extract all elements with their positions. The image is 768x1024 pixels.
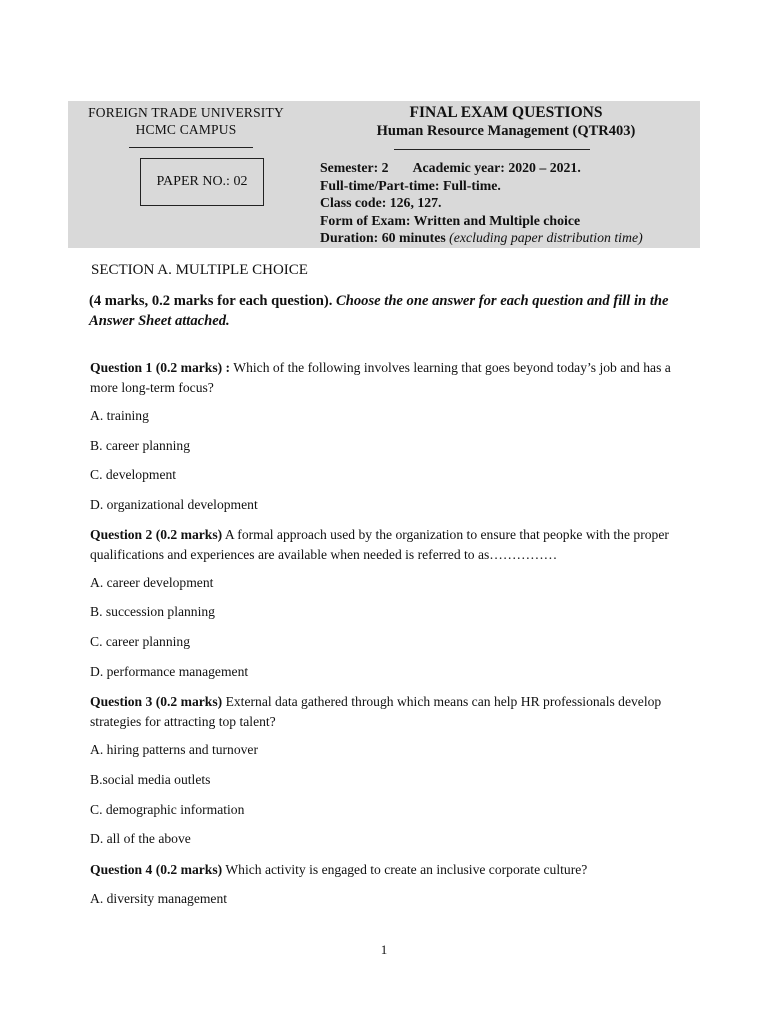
exam-form: Form of Exam: Written and Multiple choice [320, 212, 581, 228]
paper-number-box [140, 158, 264, 206]
exam-header [68, 101, 700, 248]
question-text: External data gathered through which means can help HR professionals develop strategies for attracting top talent? [90, 694, 662, 729]
academic-year: Academic year: 2020 – 2021. [412, 160, 581, 175]
paper-number: PAPER NO.: 02 [156, 174, 248, 189]
class-code: Class code: 126, 127. [320, 195, 442, 211]
university-block [68, 104, 304, 138]
exam-title: FINAL EXAM QUESTIONS [409, 104, 603, 121]
campus-name: HCMC CAMPUS [135, 122, 237, 137]
study-mode: Full-time/Part-time: Full-time. [320, 177, 501, 193]
option-3c: C. demographic information [90, 802, 245, 817]
option-2c: C. career planning [90, 634, 191, 649]
question-4 [90, 860, 690, 880]
question-text: A formal approach used by the organization to ensure that peopke with the proper qualifications and experiences are available when needed is referred to as…………… [90, 527, 669, 562]
section-title: SECTION A. MULTIPLE CHOICE [91, 262, 308, 278]
option-4a: A. diversity management [90, 891, 228, 906]
exam-meta [320, 159, 643, 247]
question-1 [90, 358, 690, 397]
option-2a: A. career development [90, 575, 214, 590]
title-underline [394, 149, 590, 150]
exam-title-block [308, 103, 704, 141]
option-1d: D. organizational development [90, 497, 258, 512]
university-underline [129, 147, 253, 148]
duration-line [320, 229, 643, 247]
question-label: Question 3 (0.2 marks) [90, 694, 223, 709]
section-marks: (4 marks, 0.2 marks for each question). [89, 293, 333, 309]
option-3d: D. all of the above [90, 831, 191, 846]
semester-line [320, 159, 643, 177]
semester: Semester: 2 [320, 160, 389, 175]
course-name: Human Resource Management (QTR403) [376, 123, 636, 139]
option-1c: C. development [90, 467, 177, 482]
option-3b: B.social media outlets [90, 772, 211, 787]
section-instructions [89, 291, 689, 331]
page-number: 1 [380, 942, 388, 957]
question-text: Which of the following involves learning that goes beyond today’s job and has a more long-term focus? [90, 360, 671, 395]
university-name: FOREIGN TRADE UNIVERSITY [88, 105, 284, 120]
section-instruction-text: Choose the one answer for each question and fill in the Answer Sheet attached. [89, 293, 669, 329]
duration-note: (excluding paper distribution time) [449, 230, 643, 246]
question-2 [90, 525, 690, 564]
question-text: Which activity is engaged to create an inclusive corporate culture? [225, 862, 588, 877]
question-label: Question 1 (0.2 marks) : [90, 360, 231, 375]
option-3a: A. hiring patterns and turnover [90, 742, 258, 757]
question-label: Question 2 (0.2 marks) [90, 527, 223, 542]
question-label: Question 4 (0.2 marks) [90, 862, 223, 877]
option-2b: B. succession planning [90, 604, 215, 619]
duration: Duration: 60 minutes [320, 230, 446, 246]
option-1a: A. training [90, 408, 149, 423]
option-2d: D. performance management [90, 664, 249, 679]
question-3 [90, 692, 690, 731]
option-1b: B. career planning [90, 438, 191, 453]
